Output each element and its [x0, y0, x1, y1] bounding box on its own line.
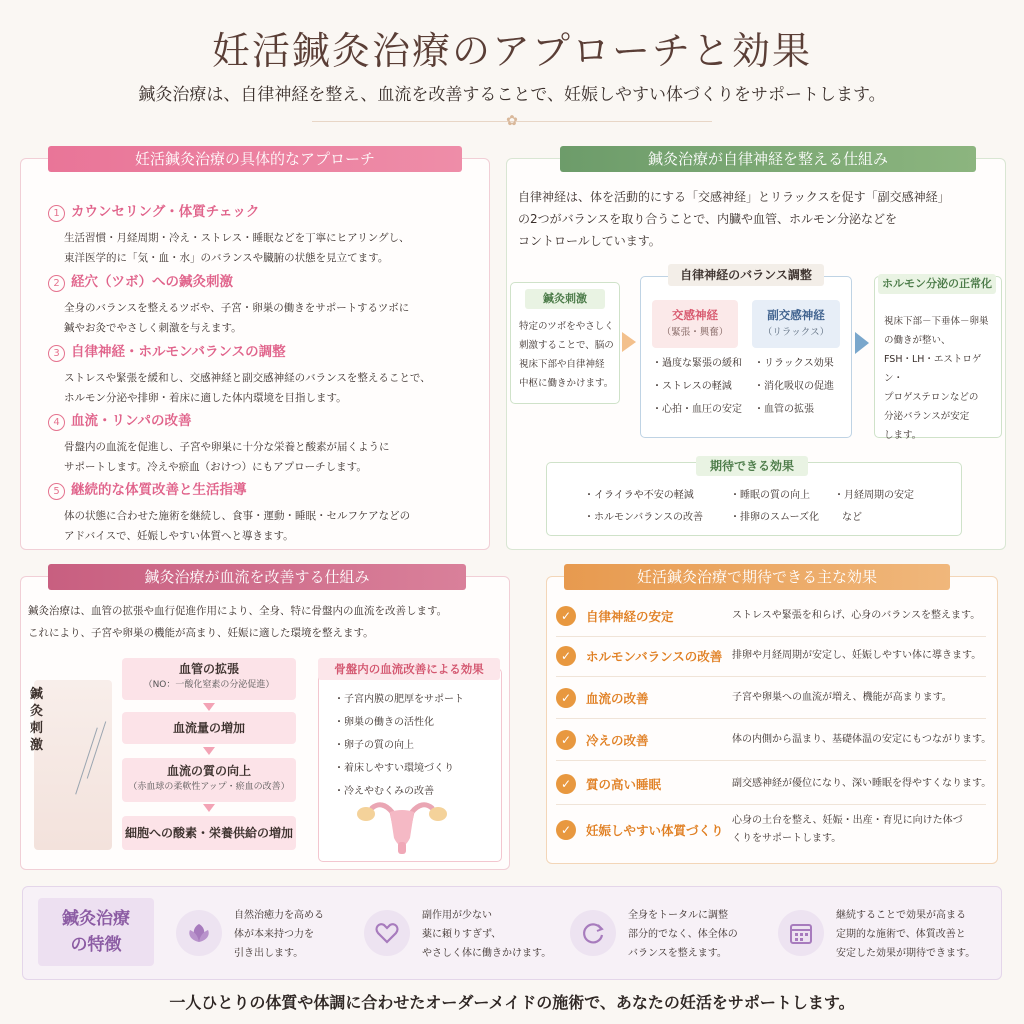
flow-step-2 — [122, 712, 296, 744]
effect-desc: 体の内側から温まり、基礎体温の安定にもつながります。 — [732, 734, 992, 745]
autonomic-header: 鍼灸治療が自律神経を整える仕組み — [560, 146, 976, 172]
list-item: ・着床しやすい環境づくり — [334, 763, 454, 774]
effect-row — [556, 720, 992, 761]
expected-effect: ・イライラや不安の軽減 — [584, 490, 694, 501]
approach-item-desc: 鍼やお灸でやさしく刺激を与えます。 — [64, 322, 242, 334]
feature-line: 全身をトータルに調整 — [628, 910, 728, 921]
balance-title: 自律神経のバランス調整 — [668, 264, 824, 286]
feature-line: 自然治癒力を高める — [234, 910, 324, 921]
expected-effect: ・排卵のスムーズ化 — [730, 512, 819, 523]
parasympathetic-name: 副交感神経 — [767, 308, 825, 322]
list-item: ・心拍・血圧の安定 — [652, 404, 742, 415]
feature-line: 継続することで効果が高まる — [836, 910, 966, 921]
cycle-icon — [570, 910, 616, 956]
autonomic-intro — [518, 186, 998, 252]
feature-item — [778, 904, 988, 964]
hormone-line: プロゲステロンなどの — [884, 392, 979, 403]
ornament-icon: ✿ — [506, 113, 518, 129]
feature-line: 薬に頼りすぎず、 — [422, 929, 502, 940]
approach-item-desc: 体の状態に合わせた施術を継続し、食事・運動・睡眠・セルフケアなどの — [64, 510, 411, 522]
arrow-down-icon — [203, 804, 215, 812]
effect-row — [556, 636, 986, 677]
bloodflow-intro — [28, 600, 504, 644]
feature-line: 副作用が少ない — [422, 910, 492, 921]
number-badge: 3 — [48, 345, 65, 362]
feature-line: 定期的な施術で、体質改善と — [836, 929, 966, 940]
effect-row — [556, 764, 992, 805]
flow-step-title: 細胞への酸素・栄養供給の増加 — [124, 826, 293, 840]
stimulation-box — [510, 282, 620, 404]
flow-step-sub: （NO：一酸化窒素の分泌促進） — [143, 680, 275, 690]
hormone-line: 視床下部－下垂体－卵巣 — [884, 316, 989, 327]
arrow-right-icon — [855, 332, 869, 354]
approach-item-desc: ホルモン分泌や排卵・着床に適した体内環境を目指します。 — [64, 392, 347, 404]
effect-title: 血流の改善 — [586, 691, 649, 706]
sympathetic-sub: （緊張・興奮） — [661, 327, 729, 338]
approach-item-title: 血流・リンパの改善 — [71, 413, 192, 429]
number-badge: 2 — [48, 275, 65, 292]
flow-step-sub: （赤血球の柔軟性アップ・瘀血の改善） — [128, 782, 290, 792]
approach-item-desc: 骨盤内の血流を促進し、子宮や卵巣に十分な栄養と酸素が届くように — [64, 441, 390, 453]
list-item: ・リラックス効果 — [754, 358, 834, 369]
stimulation-line: 視床下部や自律神経 — [519, 359, 605, 370]
check-icon: ✓ — [556, 774, 576, 794]
page-title: 妊活鍼灸治療のアプローチと効果 — [211, 29, 812, 73]
feature-line: 引き出します。 — [234, 948, 304, 959]
list-item: ・消化吸収の促進 — [754, 381, 834, 392]
feature-item — [570, 904, 760, 964]
pelvic-title: 骨盤内の血流改善による効果 — [318, 658, 500, 680]
approach-item-4 — [48, 409, 468, 477]
feature-line: バランスを整えます。 — [628, 948, 727, 959]
check-icon: ✓ — [556, 820, 576, 840]
hormone-line: FSH・LH・エストロゲン・ — [884, 354, 982, 384]
bloodflow-header: 鍼灸治療が血流を改善する仕組み — [48, 564, 466, 590]
flow-step-title: 血流の質の向上 — [166, 764, 251, 778]
approach-item-3 — [48, 340, 468, 408]
feature-line: 体が本来持つ力を — [234, 929, 314, 940]
list-item: ・子宮内膜の肥厚をサポート — [334, 694, 464, 705]
intro-line: 自律神経は、体を活動的にする「交感神経」とリラックスを促す「副交感神経」 — [518, 190, 950, 204]
hormone-line: 分泌バランスが安定 — [884, 411, 970, 422]
approach-item-desc: ストレスや緊張を緩和し、交感神経と副交感神経のバランスを整えることで、 — [64, 372, 431, 384]
intro-line: 鍼灸治療は、血管の拡張や血行促進作用により、全身、特に骨盤内の血流を改善します。 — [28, 605, 448, 617]
pelvic-list — [334, 688, 498, 803]
list-item: ・卵子の質の向上 — [334, 740, 414, 751]
parasympathetic-card — [752, 300, 840, 348]
feature-line: 部分的でなく、体全体の — [628, 929, 738, 940]
stimulation-line: 中枢に働きかけます。 — [519, 378, 614, 389]
list-item: ・血管の拡張 — [754, 404, 814, 415]
feature-line: やさしく体に働きかけます。 — [422, 948, 552, 959]
effect-desc: 排卵や月経周期が安定し、妊娠しやすい体に導きます。 — [732, 650, 982, 661]
features-label — [38, 898, 154, 966]
approach-item-title: 継続的な体質改善と生活指導 — [71, 482, 247, 498]
sympathetic-card — [652, 300, 738, 348]
check-icon: ✓ — [556, 730, 576, 750]
flow-step-1 — [122, 658, 296, 700]
effect-row — [556, 808, 986, 852]
list-item: ・ストレスの軽減 — [652, 381, 732, 392]
arrow-right-icon — [622, 332, 636, 352]
approach-item-desc: アドバイスで、妊娠しやすい体質へと導きます。 — [64, 530, 294, 542]
approach-item-1 — [48, 200, 468, 268]
hormone-line: の働きが整い、 — [884, 335, 951, 346]
list-item: ・卵巣の働きの活性化 — [334, 717, 434, 728]
approach-item-5 — [48, 478, 468, 546]
parasympathetic-sub: （リラックス） — [762, 327, 830, 338]
uterus-icon — [352, 794, 452, 856]
effect-row — [556, 678, 986, 719]
effect-desc: 心身の土台を整え、妊娠・出産・育児に向けた体づくりをサポートします。 — [732, 815, 963, 844]
approach-item-desc: 全身のバランスを整えるツボや、子宮・卵巣の働きをサポートするツボに — [64, 302, 410, 314]
approach-item-desc: 生活習慣・月経周期・冷え・ストレス・睡眠などを丁寧にヒアリングし、 — [64, 232, 410, 244]
list-item: ・過度な緊張の緩和 — [652, 358, 742, 369]
approach-item-desc: 東洋医学的に「気・血・水」のバランスや臓腑の状態を見立てます。 — [64, 252, 389, 264]
expected-effects-title: 期待できる効果 — [696, 456, 808, 476]
stimulation-title: 鍼灸刺激 — [525, 289, 605, 309]
number-badge: 5 — [48, 483, 65, 500]
footer-message: 一人ひとりの体質や体調に合わせたオーダーメイドの施術で、あなたの妊活をサポートします。 — [169, 993, 855, 1012]
effects-header: 妊活鍼灸治療で期待できる主な効果 — [564, 564, 950, 590]
flow-step-title: 血管の拡張 — [178, 662, 239, 676]
flow-step-4 — [122, 816, 296, 850]
effect-title: 冷えの改善 — [586, 733, 649, 748]
stimulation-line: 刺激することで、脳の — [519, 340, 614, 351]
approach-item-2 — [48, 270, 468, 338]
needle-icon — [75, 728, 98, 795]
expected-effect: ・月経周期の安定 — [834, 490, 914, 501]
expected-effect: ・睡眠の質の向上 — [730, 490, 810, 501]
hormone-title: ホルモン分泌の正常化 — [878, 274, 996, 294]
list-item: ・冷えやむくみの改善 — [334, 786, 434, 797]
hormone-text — [884, 312, 1000, 445]
number-badge: 4 — [48, 414, 65, 431]
effect-desc: ストレスや緊張を和らげ、心身のバランスを整えます。 — [732, 610, 981, 621]
approach-item-title: 経穴（ツボ）への鍼灸刺激 — [71, 274, 233, 290]
expected-effect: など — [842, 512, 862, 523]
check-icon: ✓ — [556, 606, 576, 626]
flow-step-3 — [122, 758, 296, 802]
vertical-label: 鍼灸刺激 — [30, 687, 44, 753]
feature-item — [176, 904, 356, 964]
flow-step-title: 血流量の増加 — [172, 721, 245, 735]
effect-row — [556, 596, 986, 637]
heart-icon — [364, 910, 410, 956]
sympathetic-list — [652, 352, 742, 421]
sympathetic-name: 交感神経 — [672, 308, 718, 322]
approach-item-title: カウンセリング・体質チェック — [71, 204, 260, 220]
hormone-line: します。 — [884, 430, 922, 441]
feature-item — [364, 904, 554, 964]
check-icon: ✓ — [556, 646, 576, 666]
leaf-icon — [176, 910, 222, 956]
effect-title: 自律神経の安定 — [586, 609, 674, 624]
stimulation-line: 特定のツボをやさしく — [519, 321, 614, 332]
effect-title: 質の高い睡眠 — [586, 777, 662, 792]
intro-line: これにより、子宮や卵巣の機能が高まり、妊娠に適した環境を整えます。 — [28, 627, 374, 639]
effect-desc: 副交感神経が優位になり、深い睡眠を得やすくなります。 — [732, 778, 992, 789]
number-badge: 1 — [48, 205, 65, 222]
arrow-down-icon — [203, 703, 215, 711]
page-subtitle: 鍼灸治療は、自律神経を整え、血流を改善することで、妊娠しやすい体づくりをサポートします。 — [138, 85, 886, 105]
effect-title: 妊娠しやすい体質づくり — [586, 823, 724, 838]
intro-line: コントロールしています。 — [518, 234, 661, 248]
parasympathetic-list — [754, 352, 846, 421]
effect-title: ホルモンバランスの改善 — [586, 649, 723, 664]
approach-item-title: 自律神経・ホルモンバランスの調整 — [71, 344, 286, 360]
calendar-icon — [778, 910, 824, 956]
approach-header: 妊活鍼灸治療の具体的なアプローチ — [48, 146, 462, 172]
effect-desc: 子宮や卵巣への血流が増え、機能が高まります。 — [732, 692, 952, 703]
check-icon: ✓ — [556, 688, 576, 708]
arrow-down-icon — [203, 747, 215, 755]
approach-item-desc: サポートします。冷えや瘀血（おけつ）にもアプローチします。 — [64, 461, 367, 473]
feature-line: 安定した効果が期待できます。 — [836, 948, 976, 959]
intro-line: の2つがバランスを取り合うことで、内臓や血管、ホルモン分泌などを — [518, 212, 898, 226]
expected-effect: ・ホルモンバランスの改善 — [584, 512, 703, 523]
features-label-text: 鍼灸治療の特徴 — [62, 909, 130, 955]
